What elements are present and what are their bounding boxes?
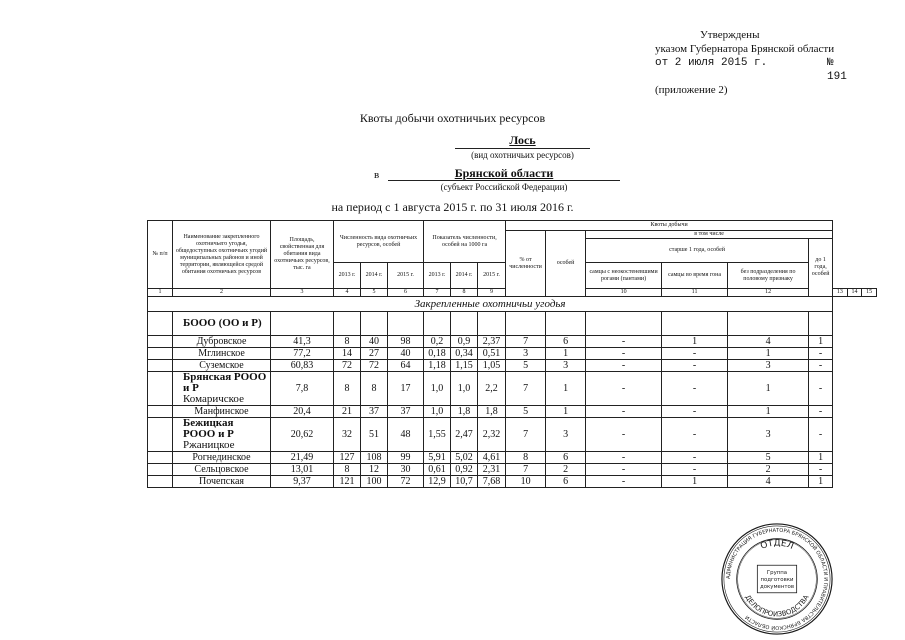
table-row [148,464,877,476]
row-cell: 48 [388,418,424,452]
office-stamp [718,520,836,638]
row-cell: 37 [388,406,424,418]
row-cell: 1 [728,372,809,406]
header-density: Показатель численности, особей на 1000 га [424,221,506,263]
header-count-2015: 2015 г. [388,263,424,289]
row-number [148,452,173,464]
org-label: Брянская РООО и Р [183,371,267,394]
row-cell: 12 [361,464,388,476]
row-cell: 7 [506,336,546,348]
row-cell: 1 [728,348,809,360]
row-cell: - [586,476,662,488]
row-cell: 4 [728,336,809,348]
row-cell: 1,8 [451,406,478,418]
stamp-dept: ДЕЛОПРОИЗВОДСТВА [743,593,811,619]
table-row [148,418,877,452]
row-cell: 0,92 [451,464,478,476]
row-cell: - [586,372,662,406]
row-cell: 30 [388,464,424,476]
period-text: на период с 1 августа 2015 г. по 31 июля 2016 г. [331,200,574,214]
row-cell: 0,34 [451,348,478,360]
col-index: 15 [862,289,877,297]
row-cell: 5,91 [424,452,451,464]
col-index: 13 [833,289,848,297]
row-cell: 6 [546,336,586,348]
row-cell: - [662,348,728,360]
row-cell: 8 [334,336,361,348]
table-row [148,372,877,406]
row-cell: 8 [334,464,361,476]
approval-line-1: Утверждены [700,29,760,41]
row-cell: 20,62 [271,418,334,452]
region-prefix: в [374,169,380,181]
row-cell: 51 [361,418,388,452]
row-cell: 0,18 [424,348,451,360]
row-cell: 4,61 [478,452,506,464]
row-cell: 1 [546,406,586,418]
header-pct: % от численности [506,231,546,297]
row-cell: 20,4 [271,406,334,418]
row-cell: 6 [546,476,586,488]
row-cell: 108 [361,452,388,464]
row-name [173,418,271,452]
row-cell: 32 [334,418,361,452]
row-cell: 40 [388,348,424,360]
stamp-box-line-1: Группа [766,570,788,577]
row-cell: - [809,372,833,406]
row-name [173,372,271,406]
approval-date: от 2 июля 2015 г. [655,57,768,69]
header-name: Наименование закрепленного охотничьего угодья, общедоступных охотничьих угодий муниципальных районов и иной территории, являющейся средой обитания охотничьих ресурсов [173,221,271,289]
row-cell: 127 [334,452,361,464]
row-cell: 12,9 [424,476,451,488]
row-cell: 1 [809,452,833,464]
row-cell: - [809,360,833,372]
col-index: 6 [388,289,424,297]
row-cell: 2 [546,464,586,476]
row-cell: 21,49 [271,452,334,464]
row-cell: 99 [388,452,424,464]
org-subunit: Комаричское [183,393,244,405]
row-cell: 1 [662,336,728,348]
row-cell: 1,18 [424,360,451,372]
row-cell: 1,0 [424,406,451,418]
row-name: Дубровское [173,336,271,348]
row-number [148,476,173,488]
row-number [148,372,173,406]
row-cell: 21 [334,406,361,418]
row-cell: 8 [334,372,361,406]
row-number [148,418,173,452]
row-cell: 5 [506,406,546,418]
resource-caption: (вид охотничьих ресурсов) [471,150,574,160]
row-cell: - [662,406,728,418]
row-number [148,406,173,418]
row-name: Манфинское [173,406,271,418]
row-cell: - [809,464,833,476]
row-cell: 0,51 [478,348,506,360]
col-index: 11 [662,289,728,297]
col-index: 7 [424,289,451,297]
row-cell: 72 [388,476,424,488]
stamp-otdel: ОТДЕЛ [759,538,795,552]
row-cell: 1,0 [451,372,478,406]
row-cell: 3 [546,418,586,452]
row-cell: 7 [506,372,546,406]
row-cell: 7 [506,418,546,452]
row-number [148,464,173,476]
header-density-2015: 2015 г. [478,263,506,289]
row-cell: 10,7 [451,476,478,488]
region-caption: (субъект Российской Федерации) [440,182,568,192]
stamp-box-line-3: документов [760,583,794,590]
header-older: старше 1 года, особей [586,239,809,263]
row-name: Суземское [173,360,271,372]
row-cell: 37 [361,406,388,418]
row-cell: 60,83 [271,360,334,372]
org-booo-label: БООО (ОО и Р) [183,317,262,329]
document-title: Квоты добычи охотничьих ресурсов [359,111,546,125]
row-cell: 2,2 [478,372,506,406]
col-index: 8 [451,289,478,297]
row-cell: 13,01 [271,464,334,476]
row-cell: 77,2 [271,348,334,360]
row-cell: 9,37 [271,476,334,488]
row-cell: 1 [809,336,833,348]
row-cell: 3 [728,360,809,372]
row-cell: - [586,348,662,360]
header-nosex: без подразделения по половому признаку [728,263,809,289]
region-underline [388,180,620,181]
header-count-2014: 2014 г. [361,263,388,289]
svg-text:ОТДЕЛ [759,539,795,552]
svg-text:ДЕЛОПРОИЗВОДСТВА [743,593,810,618]
row-cell: - [809,406,833,418]
row-cell: 5,02 [451,452,478,464]
header-area: Площадь, свойственная для обитания вида охотничьих ресурсов, тыс. га [271,221,334,289]
row-cell: - [662,360,728,372]
col-index: 2 [173,289,271,297]
row-name: Сельцовское [173,464,271,476]
region-value: Брянской области [454,166,554,180]
row-cell: 2 [728,464,809,476]
col-index: 12 [728,289,809,297]
row-cell: - [809,348,833,360]
row-cell: - [662,418,728,452]
header-young: до 1 года, особей [809,239,833,297]
row-cell: 17 [388,372,424,406]
row-cell: 1 [809,476,833,488]
row-cell: 98 [388,336,424,348]
row-cell: - [809,418,833,452]
resource-underline [455,148,590,149]
org-subunit: Ржаницкое [183,439,235,451]
row-cell: - [586,336,662,348]
row-cell: - [662,464,728,476]
row-cell: 0,2 [424,336,451,348]
stamp-box-line-2: подготовки [760,576,794,583]
row-cell: 64 [388,360,424,372]
row-cell: 1,15 [451,360,478,372]
row-cell: 72 [334,360,361,372]
section-title: Закрепленные охотничьи угодья [148,297,833,312]
row-cell: 41,3 [271,336,334,348]
approval-number: № 191 [827,57,847,83]
approval-line-2: указом Губернатора Брянской области [655,43,835,55]
col-index: 3 [271,289,334,297]
col-index: 14 [847,289,862,297]
row-cell: 1 [728,406,809,418]
table-row [148,336,877,348]
table-row [148,476,877,488]
stamp-ring-text: АДМИНИСТРАЦИЯ ГУБЕРНАТОРА БРЯНСКОЙ ОБЛАСТИ И ПРАВИТЕЛЬСТВА БРЯНСКОЙ ОБЛАСТИ [725,527,829,631]
row-cell: 100 [361,476,388,488]
header-rut: самцы во время гона [662,263,728,289]
row-cell: 121 [334,476,361,488]
row-cell: 1 [662,476,728,488]
row-cell: - [586,464,662,476]
row-number [148,348,173,360]
row-cell: 3 [506,348,546,360]
col-index: 1 [148,289,173,297]
row-cell: 72 [361,360,388,372]
row-cell: 27 [361,348,388,360]
row-cell: 0,9 [451,336,478,348]
row-cell: 5 [506,360,546,372]
org-label: Бежицкая РООО и Р [183,417,234,440]
header-density-2013: 2013 г. [424,263,451,289]
row-cell: - [586,452,662,464]
header-incl: в том числе [586,231,833,239]
row-name: Рогнединское [173,452,271,464]
row-cell: - [586,360,662,372]
col-index: 4 [334,289,361,297]
header-count: Численность вида охотничьих ресурсов, особей [334,221,424,263]
row-cell: 3 [728,418,809,452]
row-cell: 5 [728,452,809,464]
quota-table [147,220,877,488]
row-cell: 1,0 [424,372,451,406]
header-quota: Квоты добычи [506,221,833,231]
header-count-2013: 2013 г. [334,263,361,289]
row-cell: 10 [506,476,546,488]
row-cell: - [662,372,728,406]
col-index: 5 [361,289,388,297]
row-cell: 2,31 [478,464,506,476]
row-number [148,360,173,372]
row-cell: 1,8 [478,406,506,418]
row-cell: 0,61 [424,464,451,476]
header-total: особей [546,231,586,297]
header-males: самцы с неокостеневшими рогами (пантами) [586,263,662,289]
row-cell: 40 [361,336,388,348]
row-cell: 2,37 [478,336,506,348]
row-cell: 4 [728,476,809,488]
row-cell: 14 [334,348,361,360]
table-row [148,360,877,372]
header-num: № п/п [148,221,173,289]
row-cell: - [662,452,728,464]
row-cell: 7 [506,464,546,476]
header-density-2014: 2014 г. [451,263,478,289]
col-index: 10 [586,289,662,297]
resource-value: Лось [509,133,536,147]
row-number [148,336,173,348]
row-cell: 1 [546,348,586,360]
row-cell: 1 [546,372,586,406]
annex-label: (приложение 2) [655,84,728,96]
row-cell: 7,68 [478,476,506,488]
table-row [148,406,877,418]
row-name: Почепская [173,476,271,488]
row-cell: 2,32 [478,418,506,452]
table-row [148,452,877,464]
row-cell: 7,8 [271,372,334,406]
row-cell: 8 [361,372,388,406]
row-cell: - [586,406,662,418]
table-row [148,348,877,360]
org-booo [173,312,271,336]
row-cell: 1,05 [478,360,506,372]
row-cell: 1,55 [424,418,451,452]
approval-block [655,28,847,83]
row-name: Мглинское [173,348,271,360]
row-cell: 6 [546,452,586,464]
row-cell: 3 [546,360,586,372]
row-cell: 8 [506,452,546,464]
col-index: 9 [478,289,506,297]
row-cell: 2,47 [451,418,478,452]
row-cell: - [586,418,662,452]
